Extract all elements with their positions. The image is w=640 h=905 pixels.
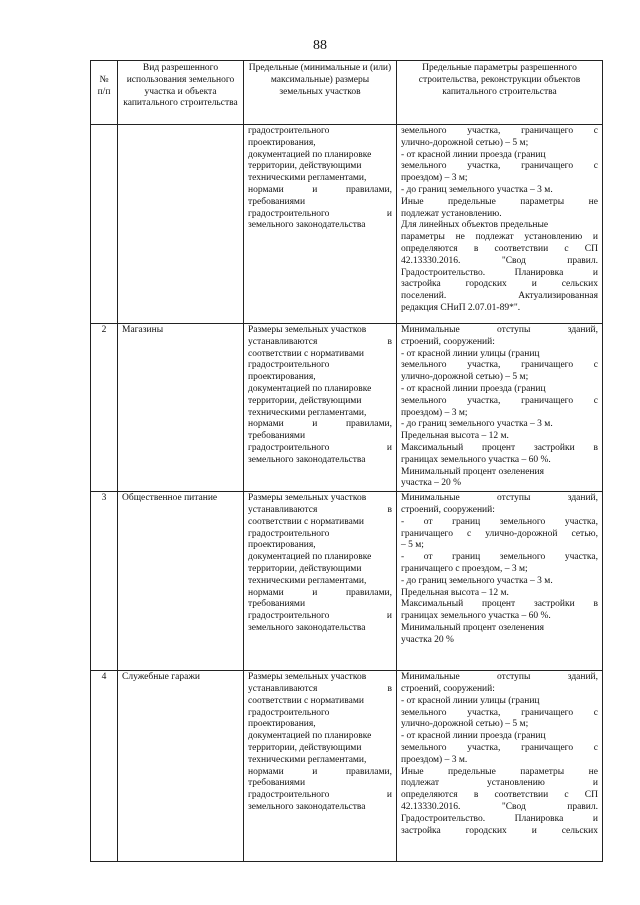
text-line: проектирования, [248,719,316,730]
text-line: Минимальный процент озеленения [401,622,544,633]
text-line: строений, сооружений: [401,336,495,347]
text-line: Размеры земельных участков [248,493,367,504]
text-line: проектирования, [248,540,316,551]
text-line: - от красной линии проезда (границ [401,383,546,394]
table-row [91,324,603,492]
table-header-row [91,61,603,125]
header-build-params: Предельные параметры разрешенного строительства, реконструкции объектов капитального строительства [397,61,603,125]
text-line: Максимальный процент застройки в [401,442,598,453]
text-line: Размеры земельных участков [248,325,367,335]
text-line: нормами и правилами, [248,184,392,195]
row-use-type [118,125,244,324]
text-line: соответствии с нормативами [248,516,364,527]
text-line: земельного участка, граничащего с [401,126,598,136]
text-line: земельного законодательства [248,454,366,465]
table-row [91,671,603,862]
header-plot-sizes: Предельные (минимальные и (или) максимальные) размеры земельных участков [244,61,397,125]
text-line: устанавливаются в [248,504,392,515]
text-line: земельного законодательства [248,801,366,812]
text-line: - от границ земельного участка, [401,516,598,527]
row-use-type: Служебные гаражи [118,671,244,862]
text-line: земельного участка, граничащего с [401,360,598,371]
text-line: Предельная высота – 12 м. [401,587,509,598]
text-line: территории, действующими [248,563,362,574]
header-num: № п/п [91,61,118,125]
text-line: проектирования, [248,137,316,148]
text-line: земельного законодательства [248,622,366,633]
row-build-params [397,492,603,671]
text-line: градостроительного и [248,790,392,801]
text-line: земельного участка, граничащего с [401,161,598,172]
text-line: граничащего с проездом, – 3 м; [401,563,528,574]
text-line: нормами и правилами, [248,587,392,598]
text-line: - до границ земельного участка – 3 м. [401,419,553,430]
text-line: градостроительного [248,126,330,136]
row-num: 2 [91,324,118,492]
text-line: - от красной линии проезда (границ [401,149,546,160]
text-line: градостроительного [248,707,330,718]
text-line: земельного законодательства [248,220,366,231]
row-use-type: Общественное питание [118,492,244,671]
text-line: земельного участка, граничащего с [401,395,598,406]
row-build-params [397,671,603,862]
text-line: подлежат установлению и [401,778,598,789]
text-line: Размеры земельных участков [248,672,367,683]
text-line: Предельная высота – 12 м. [401,431,509,442]
text-line: - от красной линии улицы (границ [401,695,540,706]
text-line: поселений. Актуализированная [401,291,598,302]
text-line: документацией по планировке [248,149,372,160]
text-line: техническими регламентами, [248,575,367,586]
text-line: территории, действующими [248,161,362,172]
text-line: Градостроительство. Планировка и [401,267,598,278]
text-line: определяются в соответствии с СП [401,243,598,254]
text-line: строений, сооружений: [401,504,495,515]
row-build-params [397,125,603,324]
text-line: Минимальные отступы зданий, [401,493,598,504]
regulations-table [90,60,603,862]
text-line: соответствии с нормативами [248,695,364,706]
text-line: застройка городских и сельских [401,825,598,836]
text-line: - до границ земельного участка – 3 м. [401,575,553,586]
text-line: Иные предельные параметры не [401,766,598,777]
text-line: Минимальный процент озеленения [401,466,544,477]
row-plot-sizes [244,492,397,671]
row-plot-sizes [244,125,397,324]
text-line: градостроительного и [248,611,392,622]
text-line: устанавливаются в [248,683,392,694]
text-line: Минимальные отступы зданий, [401,325,598,335]
text-line: требованиями [248,778,306,789]
text-line: документацией по планировке [248,731,372,742]
text-line: граничащего с улично-дорожной сетью, [401,528,598,539]
text-line: 42.13330.2016. "Свод правил. [401,255,598,266]
text-line: требованиями [248,599,306,610]
text-line: Для линейных объектов предельные [401,220,549,231]
row-use-type: Магазины [118,324,244,492]
text-line: – 5 м; [401,540,424,551]
table-row [91,125,603,324]
text-line: требованиями [248,196,306,207]
text-line: подлежат установлению. [401,208,502,219]
text-line: требованиями [248,431,306,442]
text-line: Иные предельные параметры не [401,196,598,207]
row-plot-sizes [244,324,397,492]
text-line: территории, действующими [248,742,362,753]
text-line: границах земельного участка – 60 %. [401,611,551,622]
text-line: проездом) – 3 м. [401,754,468,765]
text-line: градостроительного и [248,208,392,219]
text-line: земельного участка, граничащего с [401,707,598,718]
text-line: участка – 20 % [401,478,462,489]
text-line: нормами и правилами, [248,419,392,430]
table-row [91,492,603,671]
text-line: документацией по планировке [248,552,372,563]
text-line: границах земельного участка – 60 %. [401,454,551,465]
row-num: 3 [91,492,118,671]
text-line: техническими регламентами, [248,407,367,418]
text-line: улично-дорожной сетью) – 5 м; [401,719,529,730]
text-line: параметры не подлежат установлению и [401,232,598,243]
text-line: участка 20 % [401,634,454,645]
text-line: техническими регламентами, [248,754,367,765]
text-line: Максимальный процент застройки в [401,599,598,610]
text-line: проездом) – 3 м; [401,407,468,418]
text-line: соответствии с нормативами [248,348,364,359]
header-use-type: Вид разрешенного использования земельного участка и объекта капитального строительства [118,61,244,125]
text-line: улично-дорожной сетью) – 5 м; [401,372,529,383]
text-line: 42.13330.2016. "Свод правил. [401,801,598,812]
text-line: Градостроительство. Планировка и [401,813,598,824]
text-line: - от красной линии улицы (границ [401,348,540,359]
row-plot-sizes [244,671,397,862]
text-line: строений, сооружений: [401,683,495,694]
text-line: документацией по планировке [248,383,372,394]
text-line: - от границ земельного участка, [401,552,598,563]
text-line: - от красной линии проезда (границ [401,731,546,742]
text-line: проектирования, [248,372,316,383]
text-line: определяются в соответствии с СП [401,790,598,801]
row-build-params [397,324,603,492]
text-line: земельного участка, граничащего с [401,742,598,753]
row-num: 4 [91,671,118,862]
text-line: застройка городских и сельских [401,279,598,290]
text-line: градостроительного и [248,442,392,453]
text-line: улично-дорожной сетью) – 5 м; [401,137,529,148]
page-number: 88 [313,38,327,53]
text-line: техническими регламентами, [248,173,367,184]
text-line: - до границ земельного участка – 3 м. [401,184,553,195]
text-line: проездом) – 3 м; [401,173,468,184]
text-line: устанавливаются в [248,336,392,347]
row-num [91,125,118,324]
text-line: градостроительного [248,528,330,539]
text-line: Минимальные отступы зданий, [401,672,598,683]
text-line: градостроительного [248,360,330,371]
text-line: территории, действующими [248,395,362,406]
text-line: нормами и правилами, [248,766,392,777]
text-line: редакция СНиП 2.07.01-89*". [401,302,521,313]
